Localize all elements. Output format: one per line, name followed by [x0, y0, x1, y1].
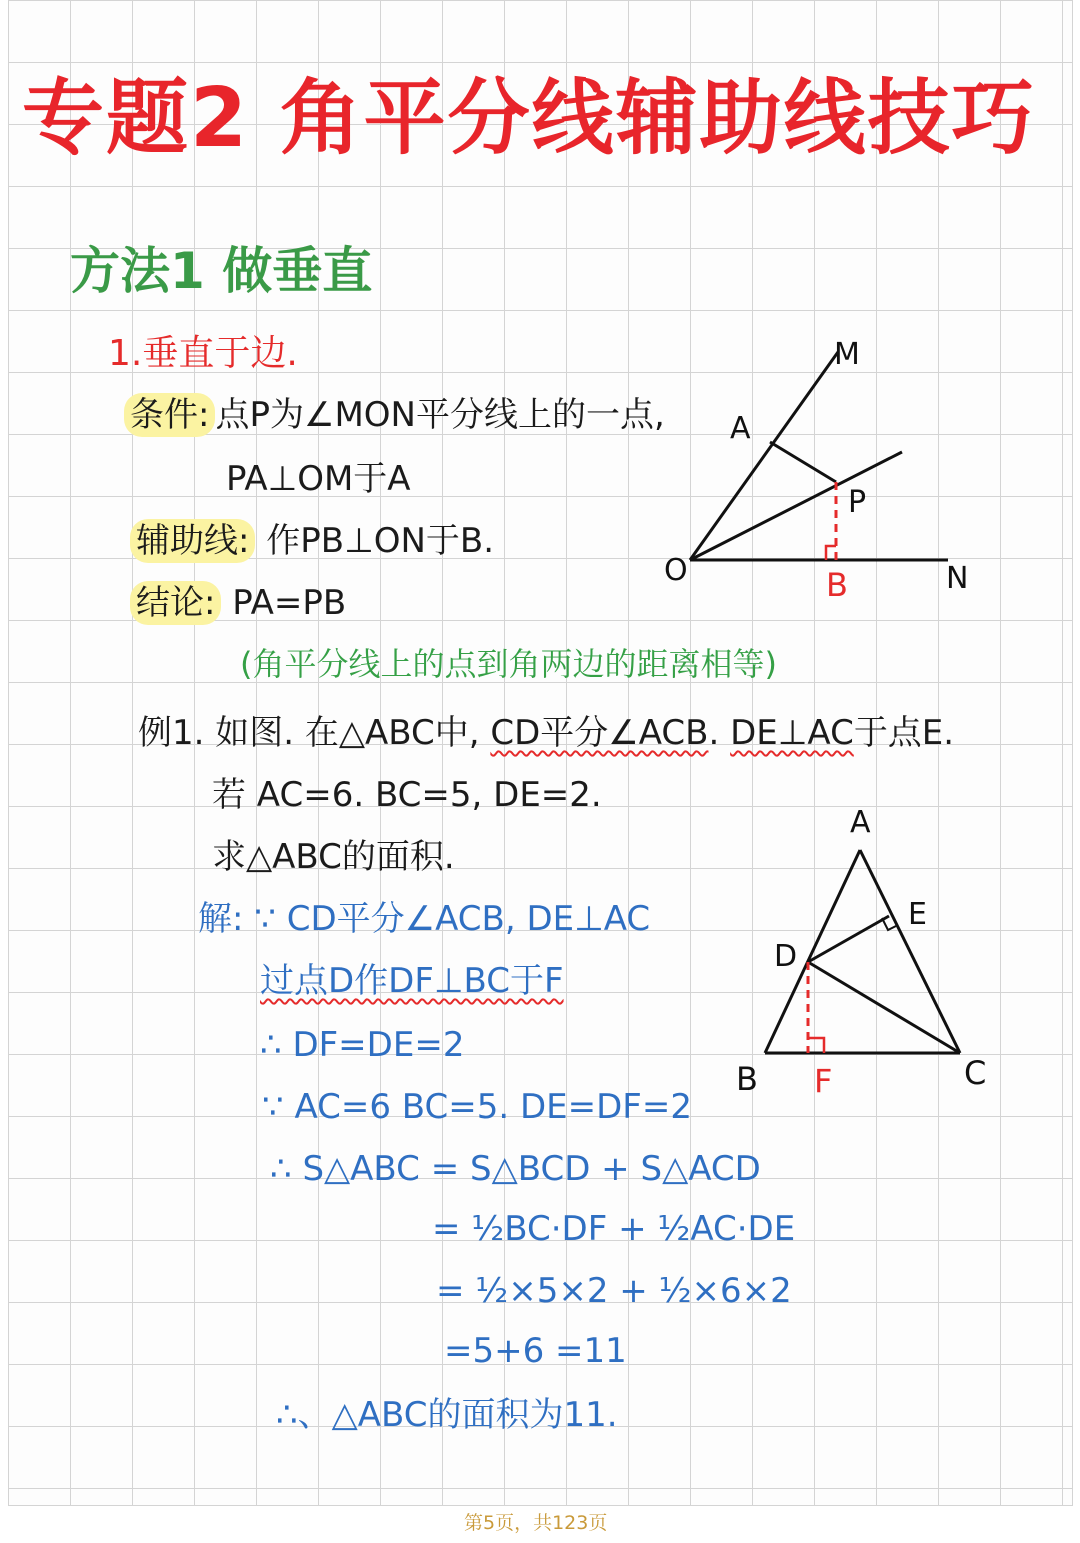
example-suffix: 于点E. — [853, 713, 955, 753]
page-indicator: 第5页，共123页 — [464, 1512, 608, 1534]
aux-line — [130, 521, 495, 561]
conclusion-label: 结论: — [130, 581, 221, 625]
example-line-3: 求△ABC的面积. — [212, 837, 455, 877]
aux-label: 辅助线: — [130, 519, 255, 563]
figure-triangle-abc — [720, 800, 1010, 1110]
label-P: P — [848, 485, 867, 520]
theorem-note: (角平分线上的点到角两边的距离相等) — [240, 645, 777, 683]
condition-text: 点P为∠MON平分线上的一点, — [215, 395, 665, 435]
label-M: M — [834, 337, 860, 372]
solution-line-7: = ½×5×2 + ½×6×2 — [436, 1271, 792, 1311]
condition-text-2: PA⊥OM于A — [226, 459, 411, 499]
solution-line-3: ∴ DF=DE=2 — [260, 1025, 465, 1065]
solution-line-6: = ½BC·DF + ½AC·DE — [432, 1209, 796, 1249]
example-sep: . — [708, 713, 720, 753]
conclusion-text: PA=PB — [232, 583, 347, 623]
example-line-2: 若 AC=6. BC=5, DE=2. — [212, 775, 602, 815]
label-N: N — [946, 561, 969, 596]
label-E: E — [908, 897, 927, 932]
example-prefix: 例1. 如图. 在△ABC中, — [138, 713, 480, 753]
figure-angle-bisector — [650, 330, 980, 610]
example-de: DE⊥AC — [730, 713, 854, 753]
conclusion-line — [130, 583, 347, 623]
label-F: F — [814, 1062, 833, 1100]
condition-line — [124, 395, 665, 435]
solution-line-9: ∴、△ABC的面积为11. — [276, 1395, 618, 1435]
label-B: B — [826, 566, 848, 604]
condition-label: 条件: — [124, 393, 215, 437]
method-heading: 方法1 做垂直 — [70, 242, 373, 300]
solution-line-4: ∵ AC=6 BC=5. DE=DF=2 — [262, 1087, 692, 1127]
page-title: 专题2 角平分线辅助线技巧 — [22, 71, 1036, 166]
example-line-1 — [138, 713, 955, 753]
example-cd: CD平分∠ACB — [490, 713, 709, 753]
label-B2: B — [736, 1060, 758, 1098]
solution-label: 解: — [198, 899, 244, 939]
solution-line-2: 过点D作DF⊥BC于F — [260, 961, 564, 1001]
solution-l1: ∵ CD平分∠ACB, DE⊥AC — [254, 899, 651, 939]
solution-line-5: ∴ S△ABC = S△BCD + S△ACD — [270, 1149, 761, 1189]
label-D: D — [774, 939, 798, 974]
label-C: C — [964, 1054, 987, 1092]
section-heading: 1.垂直于边. — [108, 333, 298, 374]
label-A2: A — [850, 805, 871, 840]
solution-line-8: =5+6 =11 — [444, 1331, 627, 1371]
aux-text: 作PB⊥ON于B. — [266, 521, 495, 561]
label-O: O — [664, 553, 688, 588]
solution-line-1 — [198, 899, 651, 939]
label-A: A — [730, 411, 751, 446]
